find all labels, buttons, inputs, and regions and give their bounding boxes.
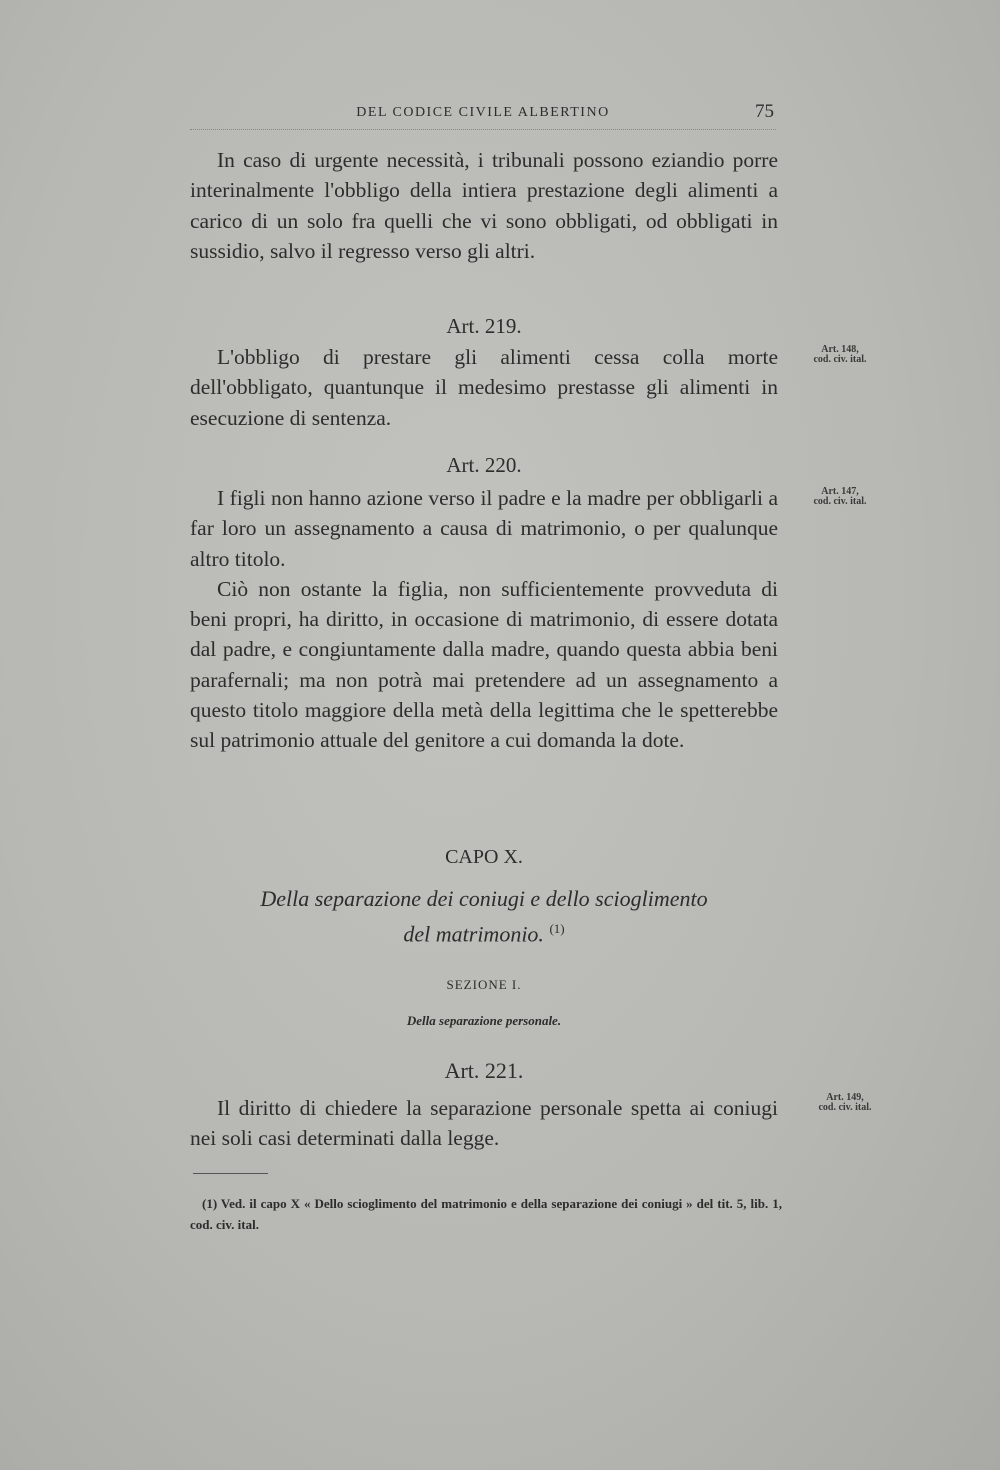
- margin-note-221: Art. 149, cod. civ. ital.: [818, 1092, 872, 1113]
- article-221-body: [190, 1093, 778, 1154]
- running-title: DEL CODICE CIVILE ALBERTINO: [356, 105, 610, 120]
- section-subtitle: Della separazione personale.: [406, 1013, 562, 1028]
- article-heading-221: Art. 221.: [444, 1058, 524, 1083]
- margin-note-220: Art. 147, cod. civ. ital.: [813, 486, 867, 507]
- paragraph-text: Ciò non ostante la figlia, non sufficientemente provveduta di beni propri, ha diritto, in occasione di matrimonio, di essere dotata dal padre, e congiuntamente dalla madre, quando questa abbia beni parafernali; ma non potrà mai pretendere ad un assegnamento a questo titolo maggiore della metà della legittima che le spetterebbe sul patrimonio attuale del genitore a cui domanda la dote.: [190, 576, 778, 753]
- article-219-body: [190, 342, 778, 433]
- article-heading-220: Art. 220.: [446, 453, 522, 477]
- chapter-title: CAPO X.: [445, 846, 523, 868]
- chapter-subtitle: Della separazione dei coniugi e dello scioglimento del matrimonio. $^{(1)}$: [260, 886, 708, 947]
- paragraph-text: Il diritto di chiedere la separazione personale spetta ai coniugi nei soli casi determinati dalla legge.: [190, 1096, 778, 1151]
- footnote-reference: (1): [549, 921, 565, 936]
- article-heading-219: Art. 219.: [446, 314, 522, 338]
- paragraph-text: I figli non hanno azione verso il padre e la madre per obbligarli a far loro un assegnamento a causa di matrimonio, o per qualunque altro titolo.: [190, 486, 778, 571]
- running-header: [190, 101, 776, 130]
- paragraph-continuation: [190, 145, 778, 266]
- paragraph-text: L'obbligo di prestare gli alimenti cessa colla morte dell'obbligato, quantunque il medesimo prestasse gli alimenti in esecuzione di sentenza.: [190, 345, 778, 430]
- paragraph-text: In caso di urgente necessità, i tribunali possono eziandio porre interinalmente l'obbligo della intiera prestazione degli alimenti a carico di un solo fra quelli che vi sono obbligati, od obbligati in sussidio, salvo il regresso verso gli altri.: [190, 148, 778, 263]
- section-title: SEZIONE I.: [446, 977, 522, 992]
- page-number: 75: [755, 101, 774, 122]
- footnote-divider: [193, 1173, 268, 1174]
- footnote: (1) Ved. il capo X « Dello scioglimento del matrimonio e della separazione dei coniugi » del tit. 5, lib. 1, cod. civ. ital.: [190, 1196, 782, 1232]
- margin-note-219: Art. 148, cod. civ. ital.: [813, 344, 867, 365]
- article-220-body: [190, 483, 778, 756]
